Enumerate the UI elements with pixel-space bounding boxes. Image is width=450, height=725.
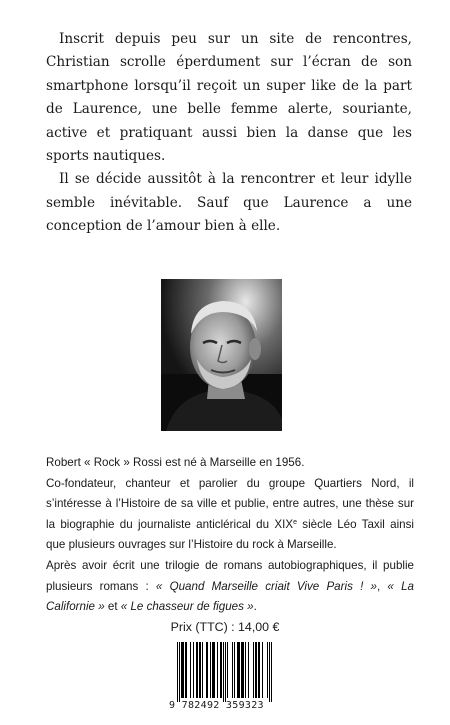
isbn-group-1: 782492 bbox=[181, 700, 220, 711]
barcode-bar bbox=[200, 642, 201, 698]
barcode-bar bbox=[193, 642, 194, 698]
bio-career-paragraph bbox=[46, 474, 414, 556]
barcode-bar bbox=[197, 642, 198, 698]
barcode-bar bbox=[202, 642, 203, 698]
barcode-bar bbox=[196, 642, 197, 698]
barcode-bar bbox=[207, 642, 208, 698]
synopsis-paragraph-2: Il se décide aussitôt à la rencontrer et leur idylle semble inévitable. Sauf que Laurence a une conception de l’amour bien à elle. bbox=[46, 171, 412, 235]
separator: et bbox=[104, 600, 121, 614]
barcode-bar bbox=[253, 642, 254, 698]
author-photo bbox=[161, 279, 282, 431]
barcode-bar bbox=[190, 642, 191, 698]
bio-career-text-end: siècle Léo Taxil ainsi que plusieurs ouvrages sur l’Histoire du rock à Marseille. bbox=[46, 517, 414, 552]
barcode-bar bbox=[232, 642, 233, 698]
author-biography bbox=[46, 453, 414, 618]
barcode-bar bbox=[245, 642, 246, 698]
price-label: Prix (TTC) : 14,00 € bbox=[170, 620, 280, 634]
barcode-bar bbox=[213, 642, 214, 698]
bio-birth-line: Robert « Rock » Rossi est né à Marseille en 1956. bbox=[46, 456, 305, 469]
barcode-bar bbox=[243, 642, 244, 698]
isbn-group-2: 359323 bbox=[225, 700, 264, 711]
novel-title-2: « La Californie » bbox=[46, 579, 414, 614]
barcode-bar bbox=[206, 642, 207, 698]
bio-career-text: Co-fondateur, chanteur et parolier du groupe Quartiers Nord, il s’intéresse à l’Histoire de sa ville et publie, entre autres, une thèse sur la biographie du journaliste anticlérical du XIX bbox=[46, 476, 414, 531]
barcode-bar bbox=[185, 642, 186, 698]
novel-title-1: « Quand Marseille criait Vive Paris ! » bbox=[155, 579, 377, 593]
barcode-bar bbox=[221, 642, 222, 698]
barcode-bar bbox=[220, 642, 221, 698]
bio-novels-paragraph bbox=[46, 556, 414, 618]
author-portrait-image bbox=[161, 279, 282, 431]
separator: , bbox=[376, 579, 388, 593]
barcode-bar bbox=[223, 642, 224, 702]
barcode-bars bbox=[171, 642, 275, 702]
back-cover-synopsis bbox=[46, 28, 412, 239]
barcode-bar bbox=[248, 642, 249, 698]
barcode-bar bbox=[239, 642, 240, 698]
synopsis-paragraph-1: Inscrit depuis peu sur un site de rencontres, Christian scrolle éperdument sur l’écran de son smartphone lorsqu’il reçoit un super like de la part de Laurence, une belle femme alerte, souriante, active et pratiquant aussi bien la danse que les sports nautiques. bbox=[46, 31, 412, 165]
barcode-bar bbox=[183, 642, 184, 698]
barcode-bar bbox=[259, 642, 260, 698]
barcode-bar bbox=[262, 642, 263, 698]
barcode-bar bbox=[242, 642, 243, 698]
barcode-bar bbox=[237, 642, 238, 698]
barcode-bar bbox=[214, 642, 215, 698]
barcode-bar bbox=[179, 642, 180, 702]
barcode-bar bbox=[271, 642, 272, 702]
isbn-first-digit: 9 bbox=[169, 700, 176, 711]
bio-novels-text: Après avoir écrit une trilogie de romans autobiographiques, il publie plusieurs romans : bbox=[46, 558, 414, 593]
barcode-bar bbox=[227, 642, 228, 698]
barcode-bar bbox=[225, 642, 226, 702]
barcode-bar bbox=[186, 642, 187, 698]
barcode-bar bbox=[212, 642, 213, 698]
barcode-bar bbox=[217, 642, 218, 698]
barcode-bar bbox=[255, 642, 256, 698]
barcode-bar bbox=[269, 642, 270, 702]
barcode-bar bbox=[210, 642, 211, 698]
barcode-bar bbox=[256, 642, 257, 698]
barcode-bar bbox=[199, 642, 200, 698]
century-superscript: e bbox=[293, 518, 297, 526]
barcode-bar bbox=[182, 642, 183, 698]
barcode-bar bbox=[177, 642, 178, 702]
barcode-bar bbox=[181, 642, 182, 698]
period: . bbox=[253, 600, 257, 614]
barcode-bar bbox=[267, 642, 268, 698]
barcode-bar bbox=[234, 642, 235, 698]
novel-title-3: « Le chasseur de figues » bbox=[120, 600, 254, 614]
barcode-bar bbox=[238, 642, 239, 698]
barcode-bar bbox=[258, 642, 259, 698]
isbn-number bbox=[169, 700, 285, 711]
barcode-bar bbox=[241, 642, 242, 698]
